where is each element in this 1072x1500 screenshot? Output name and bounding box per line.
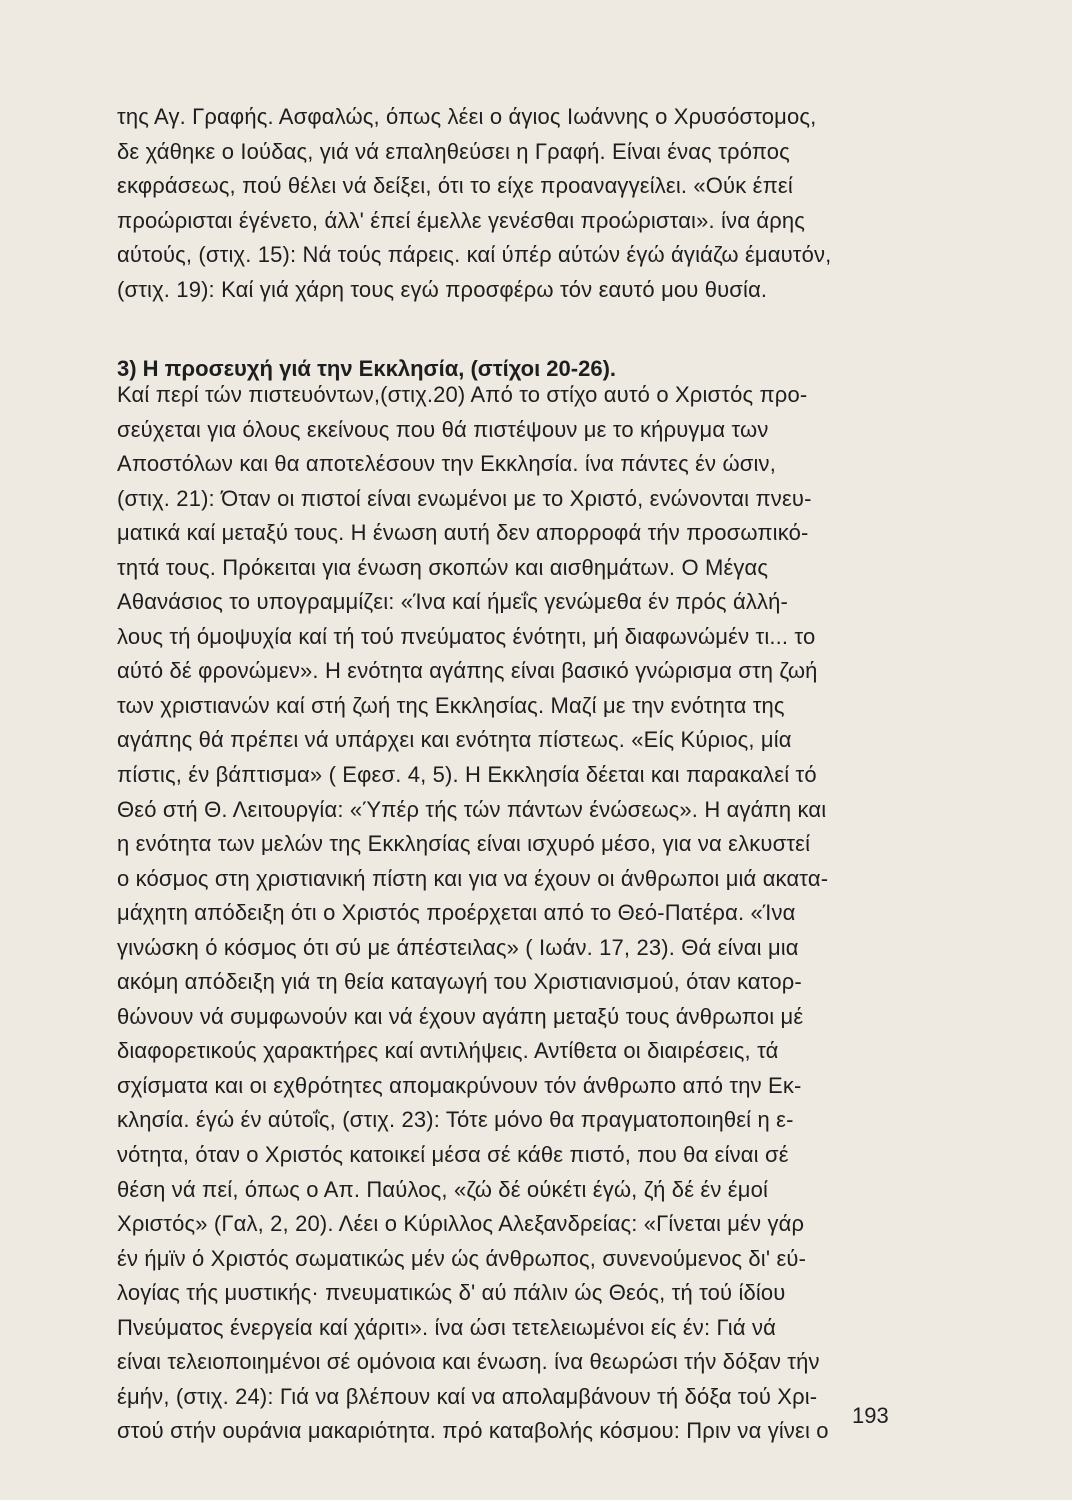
text-line: τητά τους. Πρόκειται για ένωση σκοπών και αισθημάτων. Ο Μέγας (117, 554, 769, 580)
text-line: σχίσματα και οι εχθρότητες απομακρύνουν τόν άνθρωπο από την Εκ- (117, 1072, 802, 1098)
text-line: Αποστόλων και θα αποτελέσουν την Εκκλησία. ίνα πάντες έν ώσιν, (117, 451, 776, 477)
text-line: θέση νά πεί, όπως ο Απ. Παύλος, «ζώ δέ ούκέτι έγώ, ζή δέ έν έμοί (117, 1176, 768, 1202)
text-line: έν ήμϊν ό Χριστός σωματικώς μέν ώς άνθρωπος, συνενούμενος δι' εύ- (117, 1245, 807, 1271)
text-line: κλησία. έγώ έν αύτοΐς, (στιχ. 23): Τότε μόνο θα πραγματοποιηθεί η ε- (117, 1107, 794, 1133)
text-line: λογίας τής μυστικής· πνευματικώς δ' αύ πάλιν ώς Θεός, τή τού ίδίου (117, 1280, 786, 1306)
text-line: Χριστός» (Γαλ, 2, 20). Λέει ο Κύριλλος Αλεξανδρείας: «Γίνεται μέν γάρ (117, 1211, 805, 1237)
text-line: θώνουν νά συμφωνούν και νά έχουν αγάπη μεταξύ τους άνθρωποι μέ (117, 1003, 804, 1029)
section-heading: 3) Η προσευχή γιά την Εκκλησία, (στίχοι 20-26). (117, 356, 617, 381)
paragraph-1 (117, 100, 895, 307)
paragraph-2 (117, 378, 895, 1449)
text-line: της Αγ. Γραφής. Ασφαλώς, όπως λέει ο άγιος Ιωάννης ο Χρυσόστομος, (117, 104, 817, 129)
text-line: (στιχ. 21): Όταν οι πιστοί είναι ενωμένοι με το Χριστό, ενώνονται πνευ- (117, 485, 812, 511)
text-line: αύτό δέ φρονώμεν». Η ενότητα αγάπης είναι βασικό γνώρισμα στη ζωή (117, 658, 818, 684)
text-line: γινώσκη ό κόσμος ότι σύ με άπέστειλας» ( Ιωάν. 17, 23). Θά είναι μια (117, 934, 799, 960)
text-line: Πνεύματος ένεργεία καί χάριτι». ίνα ώσι τετελειωμένοι είς έν: Γιά νά (117, 1314, 776, 1340)
text-line: σεύχεται για όλους εκείνους που θά πιστέψουν με το κήρυγμα των (117, 416, 769, 442)
text-line: ματικά καί μεταξύ τους. Η ένωση αυτή δεν απορροφά τήν προσωπικό- (117, 520, 809, 546)
text-line: προώρισται έγένετο, άλλ' έπεί έμελλε γενέσθαι προώρισται». ίνα άρης (117, 207, 805, 233)
text-line: ο κόσμος στη χριστιανική πίστη και για να έχουν οι άνθρωποι μιά ακατα- (117, 865, 829, 891)
text-line: διαφορετικούς χαρακτήρες καί αντιλήψεις. Αντίθετα οι διαιρέσεις, τά (117, 1038, 779, 1064)
text-line: Καί περί τών πιστευόντων,(στιχ.20) Από το στίχο αυτό ο Χριστός προ- (117, 382, 808, 407)
text-line: είναι τελειοποιημένοι σέ ομόνοια και ένωση. ίνα θεωρώσι τήν δόξαν τήν (117, 1349, 820, 1375)
text-line: λους τή όμοψυχία καί τή τού πνεύματος ένότητι, μή διαφωνώμέν τι... το (117, 623, 816, 649)
text-line: Αθανάσιος το υπογραμμίζει: «Ίνα καί ήμεΐς γενώμεθα έν πρός άλλή- (117, 589, 788, 615)
text-line: στού στήν ουράνια μακαριότητα. πρό καταβολής κόσμου: Πριν να γίνει ο (117, 1418, 829, 1444)
text-line: δε χάθηκε ο Ιούδας, γιά νά επαληθεύσει η Γραφή. Είναι ένας τρόπος (117, 138, 790, 164)
text-line: αγάπης θά πρέπει νά υπάρχει και ενότητα πίστεως. «Είς Κύριος, μία (117, 727, 792, 753)
text-line: αύτούς, (στιχ. 15): Νά τούς πάρεις. καί ύπέρ αύτών έγώ άγιάζω έμαυτόν, (117, 242, 832, 268)
text-line: εκφράσεως, πού θέλει νά δείξει, ότι το είχε προαναγγείλει. «Ούκ έπεί (117, 173, 793, 199)
text-line: πίστις, έν βάπτισμα» ( Εφεσ. 4, 5). Η Εκκλησία δέεται και παρακαλεί τό (117, 762, 817, 788)
page-number: 193 (852, 1403, 889, 1428)
text-line: των χριστιανών καί στή ζωή της Εκκλησίας. Μαζί με την ενότητα της (117, 692, 785, 718)
text-line: μάχητη απόδειξη ότι ο Χριστός προέρχεται από το Θεό-Πατέρα. «Ίνα (117, 900, 796, 926)
text-line: έμήν, (στιχ. 24): Γιά να βλέπουν καί να απολαμβάνουν τή δόξα τού Χρι- (117, 1383, 818, 1409)
text-line: Θεό στή Θ. Λειτουργία: «Ύπέρ τής τών πάντων ένώσεως». Η αγάπη και (117, 796, 827, 822)
text-line: (στιχ. 19): Καί γιά χάρη τους εγώ προσφέρω τόν εαυτό μου θυσία. (117, 276, 768, 302)
text-line: νότητα, όταν ο Χριστός κατοικεί μέσα σέ κάθε πιστό, που θα είναι σέ (117, 1142, 789, 1168)
text-line: η ενότητα των μελών της Εκκλησίας είναι ισχυρό μέσο, για να ελκυστεί (117, 831, 811, 857)
text-line: ακόμη απόδειξη γιά τη θεία καταγωγή του Χριστιανισμού, όταν κατορ- (117, 969, 802, 995)
